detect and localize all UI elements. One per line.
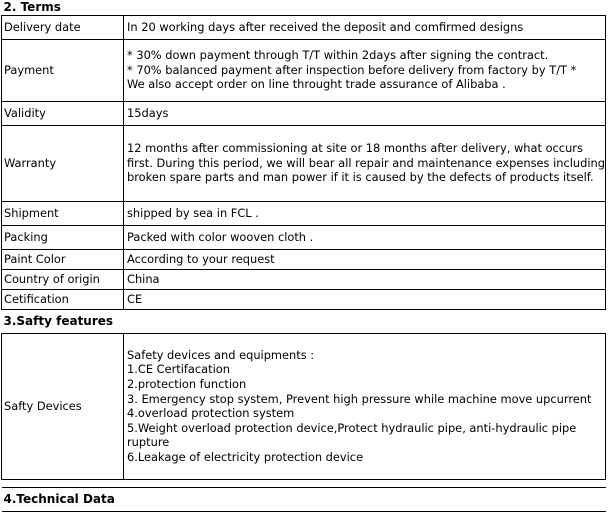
table-row-packing — [2, 225, 606, 249]
safety-line: 6.Leakage of electricity protection device — [127, 449, 364, 464]
label-safety-devices: Safty Devices — [2, 333, 124, 479]
warranty-line: 12 months after commissioning at site or 18 months after delivery, what occurs — [127, 141, 583, 156]
warranty-line: broken spare parts and man power if it is caused by the defects of products itself. — [127, 170, 594, 185]
section-title-terms: 2. Terms — [2, 0, 606, 15]
safety-line: 4.overload protection system — [127, 406, 295, 421]
label-country-of-origin: Country of origin — [2, 269, 124, 289]
label-packing: Packing — [2, 225, 124, 249]
table-row-certification — [2, 289, 606, 309]
terms-table — [1, 0, 606, 512]
label-warranty: Warranty — [2, 125, 124, 201]
safety-line: 5.Weight overload protection device,Protect hydraulic pipe, anti-hydraulic pipe rupture — [127, 420, 577, 450]
value-validity: 15days — [124, 101, 606, 125]
value-packing: Packed with color wooven cloth . — [124, 225, 606, 249]
payment-line: * 30% down payment through T/T within 2days after signing the contract. — [127, 48, 549, 63]
label-delivery-date: Delivery date — [2, 15, 124, 39]
table-row-paint-color — [2, 249, 606, 269]
section-row-safety — [2, 309, 606, 333]
value-delivery-date: In 20 working days after received the deposit and comfirmed designs — [124, 15, 606, 39]
table-row-safety-devices — [2, 333, 606, 479]
safety-line: 3. Emergency stop system, Prevent high pressure while machine move upcurrent — [127, 391, 592, 406]
value-payment — [124, 39, 606, 101]
value-warranty — [124, 125, 606, 201]
warranty-line: first. During this period, we will bear all repair and maintenance expenses including — [127, 155, 605, 170]
table-row-country-of-origin — [2, 269, 606, 289]
value-safety-devices — [124, 333, 606, 479]
value-paint-color: According to your request — [124, 249, 606, 269]
table-row-shipment — [2, 201, 606, 225]
label-validity: Validity — [2, 101, 124, 125]
section-row-terms — [2, 0, 606, 15]
section-title-safety: 3.Safty features — [2, 309, 606, 333]
label-shipment: Shipment — [2, 201, 124, 225]
label-paint-color: Paint Color — [2, 249, 124, 269]
payment-line: * 70% balanced payment after inspection before delivery from factory by T/T * — [127, 62, 577, 77]
table-row-validity — [2, 101, 606, 125]
value-country-of-origin: China — [124, 269, 606, 289]
spacer-cell — [2, 479, 606, 487]
payment-line: We also accept order on line throught trade assurance of Alibaba . — [127, 77, 506, 92]
table-row-warranty — [2, 125, 606, 201]
section-title-technical: 4.Technical Data — [2, 487, 606, 511]
label-certification: Cetification — [2, 289, 124, 309]
value-shipment: shipped by sea in FCL . — [124, 201, 606, 225]
table-row-delivery — [2, 15, 606, 39]
safety-line: 1.CE Certifacation — [127, 362, 230, 377]
section-row-technical — [2, 487, 606, 511]
safety-line: 2.protection function — [127, 376, 247, 391]
table-row-payment — [2, 39, 606, 101]
spacer-row — [2, 479, 606, 487]
label-payment: Payment — [2, 39, 124, 101]
safety-line: Safety devices and equipments : — [127, 347, 315, 362]
value-certification: CE — [124, 289, 606, 309]
